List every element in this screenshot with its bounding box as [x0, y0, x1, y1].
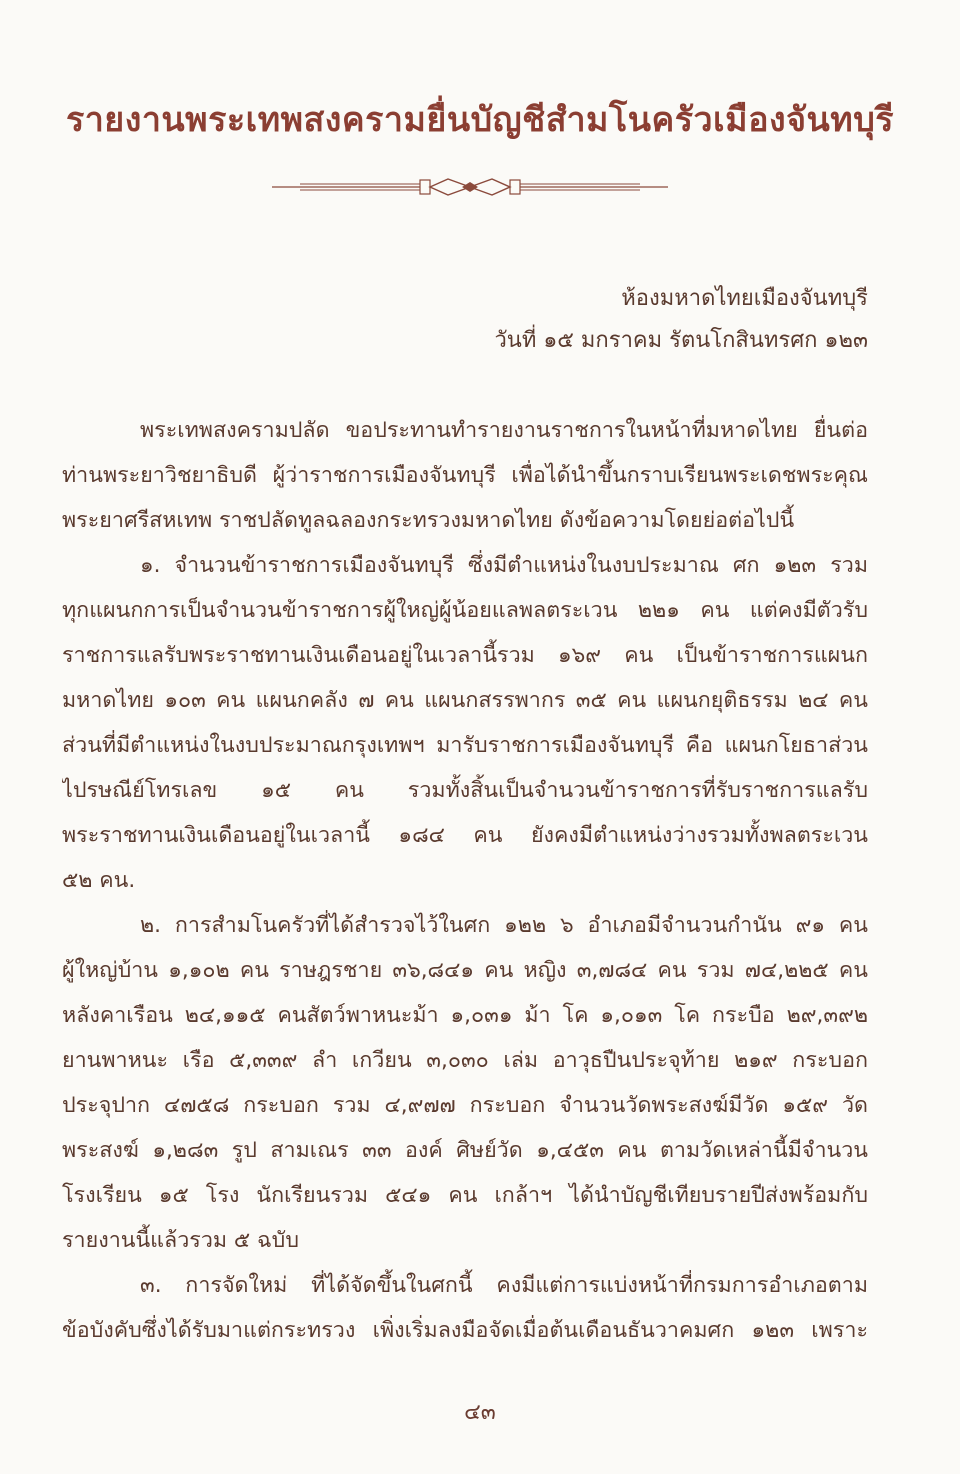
text-line: ส่วนที่มีตำแหน่งในงบประมาณกรุงเทพฯ มารับราชการเมืองจันทบุรี คือ แผนกโยธาส่วน	[62, 733, 868, 758]
text-line: พระราชทานเงินเดือนอยู่ในเวลานี้ ๑๘๔ คน ยังคงมีตำแหน่งว่างรวมทั้งพลตระเวน	[62, 823, 868, 848]
page-number: ๔๓	[464, 1400, 496, 1425]
text-line: ไปรษณีย์โทรเลข ๑๕ คน รวมทั้งสิ้นเป็นจำนวนข้าราชการที่รับราชการแลรับ	[62, 778, 868, 803]
text-line: ๕๒ คน.	[62, 868, 136, 893]
text-line: พระเทพสงครามปลัด ขอประทานทำรายงานราชการในหน้าที่มหาดไทย ยื่นต่อ	[140, 418, 868, 443]
text-line: ท่านพระยาวิชยาธิบดี ผู้ว่าราชการเมืองจันทบุรี เพื่อได้นำขึ้นกราบเรียนพระเดชพระคุณ	[62, 463, 868, 488]
text-line: ทุกแผนกการเป็นจำนวนข้าราชการผู้ใหญ่ผู้น้อยแลพลตระเวน ๒๒๑ คน แต่คงมีตัวรับ	[62, 598, 868, 623]
text-line: ๓. การจัดใหม่ ที่ได้จัดขึ้นในศกนี้ คงมีแต่การแบ่งหน้าที่กรมการอำเภอตาม	[140, 1273, 868, 1298]
text-line: ข้อบังคับซึ่งได้รับมาแต่กระทรวง เพิ่งเริ่มลงมือจัดเมื่อต้นเดือนธันวาคมศก ๑๒๓ เพราะ	[62, 1318, 868, 1343]
document-title: รายงานพระเทพสงครามยื่นบัญชีสำมโนครัวเมืองจันทบุรี	[65, 100, 895, 140]
body-text	[62, 408, 868, 1353]
text-line: ราชการแลรับพระราชทานเงินเดือนอยู่ในเวลานี้รวม ๑๖๙ คน เป็นข้าราชการแผนก	[62, 643, 868, 668]
text-line: พระยาศรีสหเทพ ราชปลัดทูลฉลองกระทรวงมหาดไทย ดังข้อความโดยย่อต่อไปนี้	[62, 508, 795, 533]
text-line: หลังคาเรือน ๒๔,๑๑๕ คนสัตว์พาหนะม้า ๑,๐๓๑ ม้า โค ๑,๐๑๓ โค กระบือ ๒๙,๓๙๒	[62, 1003, 868, 1028]
title-ornament	[270, 174, 670, 200]
text-line: ๑. จำนวนข้าราชการเมืองจันทบุรี ซึ่งมีตำแหน่งในงบประมาณ ศก ๑๒๓ รวม	[140, 553, 868, 578]
date-line: วันที่ ๑๕ มกราคม รัตนโกสินทรศก ๑๒๓	[494, 328, 868, 353]
text-line: มหาดไทย ๑๐๓ คน แผนกคลัง ๗ คน แผนกสรรพากร ๓๕ คน แผนกยุติธรรม ๒๔ คน	[62, 688, 868, 713]
text-line: ผู้ใหญ่บ้าน ๑,๑๐๒ คน ราษฎรชาย ๓๖,๘๔๑ คน หญิง ๓,๗๘๔ คน รวม ๗๔,๒๒๕ คน	[62, 958, 868, 983]
text-line: ยานพาหนะ เรือ ๕,๓๓๙ ลำ เกวียน ๓,๐๓๐ เล่ม อาวุธปืนประจุท้าย ๒๑๙ กระบอก	[62, 1048, 868, 1073]
text-line: พระสงฆ์ ๑,๒๘๓ รูป สามเณร ๓๓ องค์ ศิษย์วัด ๑,๔๕๓ คน ตามวัดเหล่านี้มีจำนวน	[62, 1138, 868, 1163]
text-line: โรงเรียน ๑๕ โรง นักเรียนรวม ๕๔๑ คน เกล้าฯ ได้นำบัญชีเทียบรายปีส่งพร้อมกับ	[62, 1183, 868, 1208]
text-line: ๒. การสำมโนครัวที่ได้สำรวจไว้ในศก ๑๒๒ ๖ อำเภอมีจำนวนกำนัน ๙๑ คน	[140, 913, 868, 938]
place-line: ห้องมหาดไทยเมืองจันทบุรี	[621, 286, 868, 311]
text-line: รายงานนี้แล้วรวม ๕ ฉบับ	[62, 1228, 299, 1253]
text-line: ประจุปาก ๔๗๕๘ กระบอก รวม ๔,๙๗๗ กระบอก จำนวนวัดพระสงฆ์มีวัด ๑๕๙ วัด	[62, 1093, 868, 1118]
